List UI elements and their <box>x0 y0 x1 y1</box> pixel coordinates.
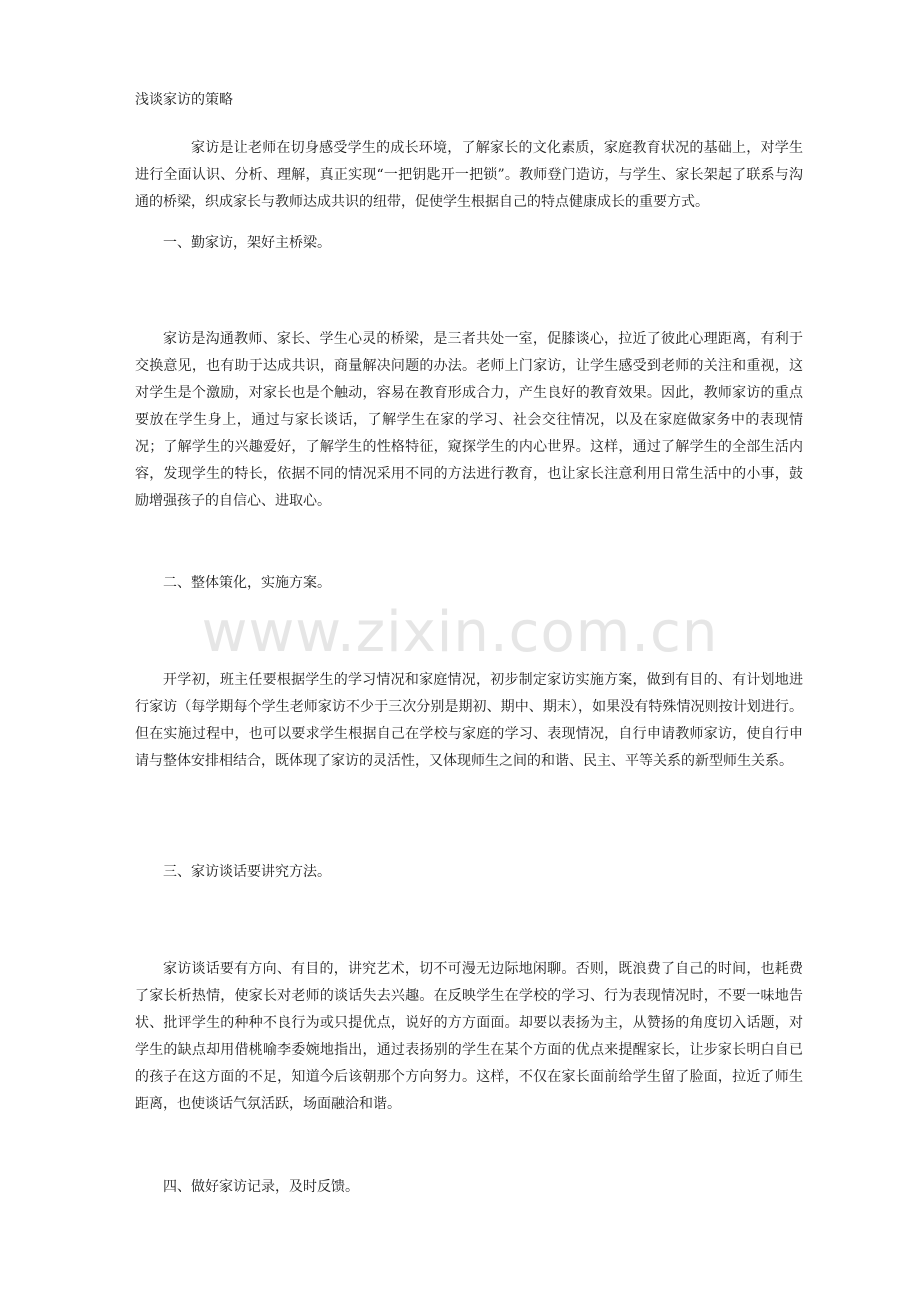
watermark: www.zixin.com.cn <box>201 600 719 665</box>
section-heading-4: 四、做好家访记录，及时反馈。 <box>163 1179 359 1195</box>
section-heading-3: 三、家访谈话要讲究方法。 <box>163 864 331 880</box>
section-body-2: 开学初，班主任要根据学生的学习情况和家庭情况，初步制定家访实施方案，做到有目的、有计划地进行家访（每学期每个学生老师家访不少于三次分别是期初、期中、期末），如果没有特殊情况则按计划进行。但在实施过程中，也可以要求学生根据自己在学校与家庭的学习、表现情况，自行申请教师家访，使自行申请与整体安排相结合，既体现了家访的灵活性，又体现师生之间的和谐、民主、平等关系的新型师生关系。 <box>135 672 803 769</box>
document-title: 浅谈家访的策略 <box>135 92 233 108</box>
section-body-3: 家访谈话要有方向、有目的，讲究艺术，切不可漫无边际地闲聊。否则，既浪费了自己的时间，也耗费了家长析热情，使家长对老师的谈话失去兴趣。在反映学生在学校的学习、行为表现情况时，不要一味地告状、批评学生的种种不良行为或只提优点，说好的方方面面。却要以表扬为主，从赞扬的角度切入话题，对学生的缺点却用借桃喻李委婉地指出，通过表扬别的学生在某个方面的优点来提醒家长，让步家长明白自已的孩子在这方面的不足，知道今后该朝那个方向努力。这样，不仅在家长面前给学生留了脸面，拉近了师生距离，也使谈话气氛活跃，场面融洽和谐。 <box>135 961 803 1112</box>
intro-paragraph: 家访是让老师在切身感受学生的成长环境，了解家长的文化素质，家庭教育状况的基础上，对学生进行全面认识、分析、理解，真正实现“一把钥匙开一把锁”。教师登门造访，与学生、家长架起了联系与沟通的桥梁，织成家长与教师达成共识的纽带，促使学生根据自己的特点健康成长的重要方式。 <box>135 140 803 210</box>
section-body-1: 家访是沟通教师、家长、学生心灵的桥梁，是三者共处一室，促膝谈心，拉近了彼此心理距离，有利于交换意见，也有助于达成共识，商量解决问题的办法。老师上门家访，让学生感受到老师的关注和重视，这对学生是个激励，对家长也是个触动，容易在教育形成合力，产生良好的教育效果。因此，教师家访的重点要放在学生身上，通过与家长谈话，了解学生在家的学习、社会交往情况，以及在家庭做家务中的表现情况；了解学生的兴趣爱好，了解学生的性格特征，窥探学生的内心世界。这样，通过了解学生的全部生活内容，发现学生的特长，依据不同的情况采用不同的方法进行教育，也让家长注意利用日常生活中的小事，鼓励增强孩子的自信心、进取心。 <box>135 331 803 509</box>
section-heading-1: 一、勤家访，架好主桥梁。 <box>163 235 331 251</box>
section-heading-2: 二、整体策化，实施方案。 <box>163 575 331 591</box>
